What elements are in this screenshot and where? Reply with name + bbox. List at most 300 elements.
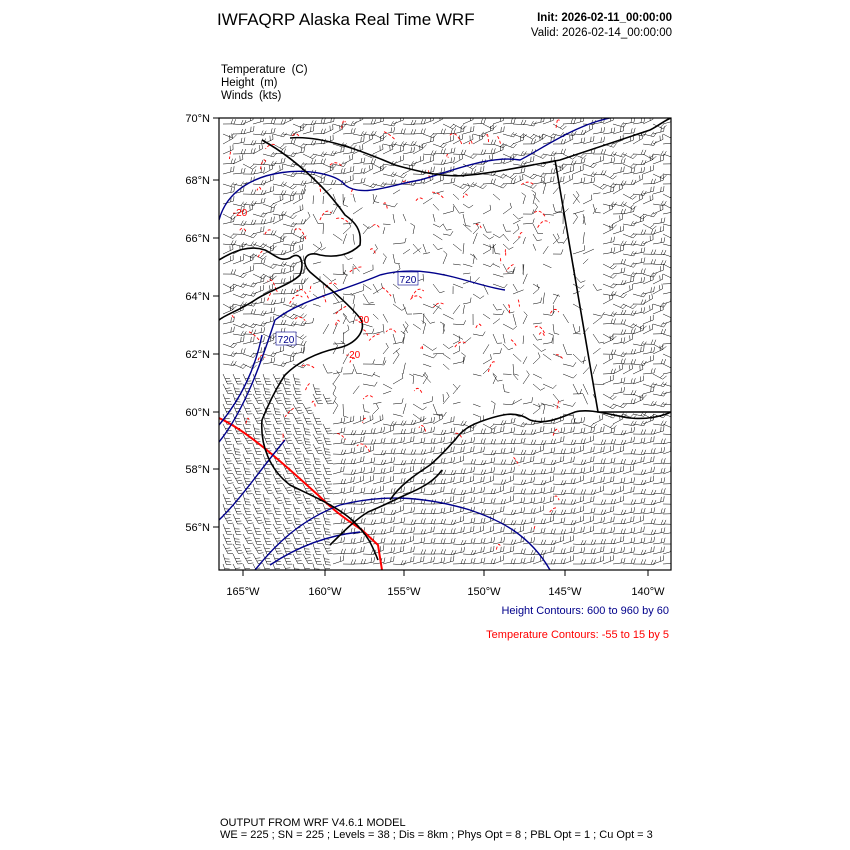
wind-barb — [643, 154, 656, 159]
wind-barb — [353, 136, 364, 144]
wind-barb — [383, 324, 384, 334]
wind-barb — [573, 213, 578, 224]
wind-barb — [223, 394, 232, 404]
wind-barb — [283, 228, 295, 234]
wind-barb — [543, 354, 551, 360]
wind-barb — [643, 383, 657, 388]
wind-barb — [223, 474, 233, 484]
wind-barb — [243, 265, 253, 274]
wind-barb — [483, 263, 494, 267]
wind-barb — [493, 145, 503, 154]
wind-barb — [313, 244, 326, 250]
wind-barb — [493, 194, 500, 200]
wind-barb — [613, 202, 627, 207]
wind-barb — [223, 187, 235, 194]
wind-barb — [523, 371, 529, 384]
wind-barb — [513, 549, 525, 555]
wind-barb — [523, 174, 537, 179]
wind-barb — [563, 527, 575, 534]
wind-barb — [463, 338, 471, 345]
wind-barb — [633, 191, 646, 196]
temperature-contour-segment — [521, 182, 534, 185]
wind-barb — [633, 160, 646, 165]
wind-barb — [333, 479, 346, 484]
wind-barb — [393, 351, 399, 365]
wind-barb — [273, 534, 283, 544]
wind-barb — [323, 364, 332, 373]
wind-barb — [513, 224, 519, 234]
temperature-contour-segment — [476, 324, 482, 328]
wind-barb — [453, 456, 464, 464]
wind-barb — [593, 517, 605, 524]
wind-barb — [663, 116, 674, 124]
wind-barb — [443, 251, 447, 264]
wind-barb — [332, 384, 336, 394]
wind-barb — [603, 274, 617, 279]
wind-barb — [443, 231, 453, 235]
wind-barb — [273, 250, 286, 255]
wind-barb — [253, 544, 263, 554]
wind-barb — [373, 314, 378, 319]
wind-barb — [283, 514, 293, 524]
lon-label: 140°W — [631, 586, 665, 598]
temperature-contour-segment — [514, 457, 520, 466]
wind-barb — [583, 136, 594, 144]
wind-barb — [423, 466, 434, 474]
wind-barb — [333, 499, 346, 504]
wind-barb — [413, 414, 426, 421]
wind-barb — [243, 414, 251, 425]
wind-barb — [273, 394, 283, 404]
wind-barb — [543, 467, 555, 474]
wind-barb — [423, 136, 434, 144]
wind-barb — [483, 179, 496, 184]
wind-barb — [253, 394, 263, 404]
wind-barb — [263, 275, 273, 285]
wind-barb — [583, 496, 594, 504]
wind-barb — [343, 175, 353, 184]
wind-barb — [433, 404, 442, 415]
wind-barb — [543, 516, 554, 524]
wind-barb — [293, 321, 306, 326]
wind-barb — [433, 214, 435, 222]
wind-barb — [453, 184, 467, 189]
wind-barb — [513, 422, 527, 427]
wind-barb — [363, 415, 373, 425]
wind-barb — [503, 400, 515, 405]
wind-barb — [553, 469, 566, 474]
wind-barb — [593, 184, 607, 189]
wind-barb — [293, 494, 303, 504]
wind-barb — [453, 150, 466, 155]
wind-barb — [593, 477, 604, 484]
wind-barb — [663, 479, 676, 484]
wind-barb — [263, 534, 272, 544]
temperature-contour-segment — [337, 434, 345, 440]
wind-barb — [573, 389, 582, 394]
wind-barb — [493, 334, 502, 343]
wind-barb — [643, 212, 657, 217]
wind-barb — [613, 430, 626, 435]
wind-barb — [623, 399, 635, 405]
wind-barb — [343, 440, 356, 445]
wind-barb — [473, 438, 485, 444]
wind-barb — [393, 468, 405, 474]
wind-barb — [383, 224, 391, 225]
wind-barb — [313, 384, 321, 395]
wind-barb — [483, 314, 490, 319]
wind-barb — [303, 564, 312, 574]
wind-barb — [463, 459, 476, 464]
wind-barb — [493, 420, 506, 425]
wind-barb — [513, 151, 526, 156]
wind-barb — [623, 240, 636, 245]
wind-barb — [273, 514, 282, 524]
wind-barb — [233, 230, 246, 235]
wind-barb — [323, 454, 333, 464]
temperature-contour-segment — [290, 295, 303, 303]
wind-barb — [513, 133, 527, 138]
wind-barb — [653, 284, 663, 294]
wind-barb — [373, 144, 383, 154]
wind-barb — [663, 500, 676, 505]
wind-barb — [323, 544, 333, 554]
wind-barb — [533, 374, 542, 378]
wind-barb — [603, 350, 616, 355]
wind-barb — [563, 344, 572, 354]
wind-barb — [223, 327, 234, 334]
wind-barb — [243, 254, 257, 259]
wind-barb — [653, 151, 666, 156]
wind-barb — [443, 354, 450, 359]
wind-barb — [623, 487, 634, 495]
wind-barb — [233, 293, 247, 298]
wind-barb — [603, 237, 615, 244]
wind-barb — [393, 478, 405, 484]
wind-barb — [513, 284, 517, 291]
wind-barb — [623, 263, 637, 268]
wind-barb — [413, 518, 425, 524]
wind-barb — [633, 277, 645, 284]
lat-label: 62°N — [185, 349, 210, 361]
wind-barb — [633, 438, 645, 444]
wind-barb — [603, 548, 615, 554]
wind-barb — [393, 146, 404, 155]
wind-barb — [283, 139, 296, 144]
lat-label: 58°N — [185, 464, 210, 476]
wind-barb — [613, 280, 626, 285]
temperature-contour-segment — [538, 221, 550, 228]
wind-barb — [223, 361, 236, 366]
wind-barb — [553, 436, 564, 444]
wind-barb — [473, 233, 477, 244]
wind-barb — [643, 224, 656, 229]
wind-barb — [653, 344, 666, 350]
wind-barb — [233, 374, 242, 384]
wind-barb — [533, 284, 540, 288]
wind-barb — [643, 315, 653, 324]
wind-barb — [253, 484, 261, 495]
wind-barb — [643, 287, 654, 294]
wind-barb — [443, 178, 455, 184]
wind-barb — [593, 208, 597, 214]
wind-barb — [643, 294, 653, 304]
wind-barb — [443, 206, 454, 214]
wind-barb — [303, 154, 317, 159]
wind-barb — [503, 427, 515, 434]
wind-barb — [353, 234, 354, 245]
wind-barb — [653, 218, 665, 224]
coastline-segment — [219, 248, 302, 320]
wind-barb — [283, 245, 294, 254]
wind-barb — [333, 417, 345, 424]
wind-barb — [233, 504, 242, 514]
wind-barb — [353, 158, 365, 164]
wind-barb — [303, 534, 312, 544]
wind-barb — [653, 402, 667, 407]
wind-barb — [613, 387, 625, 394]
wind-barb — [303, 444, 313, 454]
wind-barb — [593, 414, 603, 424]
wind-barb — [333, 459, 346, 464]
wind-barb — [663, 458, 675, 464]
wind-barb — [493, 546, 504, 554]
wind-barb — [413, 549, 426, 554]
wind-barb — [532, 190, 536, 204]
wind-barb — [263, 564, 272, 574]
wind-barb — [573, 428, 585, 434]
model-info: OUTPUT FROM WRF V4.6.1 MODEL — [220, 817, 406, 829]
wind-barb — [353, 178, 365, 184]
wind-barb — [623, 276, 634, 284]
wind-barb — [613, 209, 626, 214]
wind-barb — [273, 195, 283, 205]
wind-barb — [383, 547, 395, 554]
wind-barb — [423, 274, 424, 281]
wind-barb — [403, 147, 415, 154]
wind-barb — [483, 140, 496, 145]
wind-barb — [223, 454, 233, 464]
wind-barb — [353, 364, 362, 374]
wind-barb — [363, 164, 373, 174]
wind-barb — [493, 486, 504, 495]
wind-barb — [453, 305, 460, 314]
wind-barb — [623, 272, 637, 277]
wind-barb — [543, 311, 555, 315]
wind-barb — [223, 544, 233, 554]
wind-barb — [263, 161, 276, 166]
wind-barb — [303, 140, 316, 145]
wind-barb — [263, 316, 274, 324]
wind-barb — [323, 444, 331, 455]
wind-barb — [293, 434, 303, 444]
wind-barb — [263, 186, 274, 194]
wind-barb — [633, 214, 647, 219]
wind-barb — [463, 305, 465, 314]
wind-barb — [563, 508, 575, 514]
temperature-contour-segment — [335, 306, 346, 314]
wind-barb — [303, 464, 313, 474]
wind-barb — [373, 529, 386, 534]
wind-barb — [603, 247, 615, 254]
wind-barb — [473, 429, 486, 435]
wind-barb — [433, 284, 445, 293]
wind-barb — [243, 504, 252, 515]
wind-barb — [383, 227, 385, 234]
wind-barb — [333, 488, 345, 495]
wind-barb — [633, 346, 644, 354]
wind-barb — [243, 292, 257, 297]
wind-barb — [313, 394, 323, 404]
wind-barb — [593, 193, 600, 194]
wind-barb — [553, 249, 563, 254]
wind-barb — [613, 478, 625, 485]
wind-barb — [443, 488, 455, 494]
wind-barb — [433, 529, 446, 534]
wind-barb — [553, 324, 559, 334]
wind-barb — [663, 430, 676, 435]
temperature-contour-segment — [336, 320, 340, 325]
wind-barb — [463, 214, 471, 226]
wind-barb — [373, 486, 384, 495]
wind-barb — [663, 490, 676, 495]
wind-barb — [663, 253, 677, 258]
wind-barb — [543, 115, 553, 124]
wind-barb — [593, 348, 601, 354]
wind-barb — [593, 458, 605, 464]
wind-barb — [373, 558, 385, 564]
wind-barb — [283, 504, 292, 514]
wind-barb — [543, 133, 557, 138]
wind-barb — [453, 204, 464, 213]
wind-barb — [253, 116, 264, 124]
wind-barb — [363, 457, 375, 464]
height-contour-label — [398, 272, 418, 286]
wind-barb — [293, 244, 303, 254]
wind-barb — [483, 205, 491, 214]
wind-barb — [273, 346, 284, 354]
wind-barb — [313, 262, 321, 264]
wind-barb — [243, 484, 253, 494]
wind-barb — [243, 464, 251, 475]
temperature-contour-segment — [412, 289, 424, 297]
wind-barb — [573, 138, 585, 145]
wind-barb — [553, 294, 560, 296]
wind-barb — [623, 537, 635, 544]
wind-barb — [613, 268, 625, 274]
wind-barb — [663, 400, 676, 405]
wind-barb — [253, 454, 262, 465]
wind-barb — [483, 148, 495, 154]
wind-barb — [613, 446, 624, 454]
wind-barb — [493, 460, 506, 465]
wind-barb — [263, 357, 275, 364]
wind-barb — [243, 404, 252, 414]
wind-barb — [453, 346, 460, 354]
lat-label: 70°N — [185, 113, 210, 125]
wind-barb — [273, 504, 282, 515]
wind-barb — [633, 230, 646, 235]
wind-barb — [403, 507, 415, 514]
wind-barb — [423, 364, 431, 367]
wind-barb — [393, 190, 400, 194]
wind-barb — [433, 353, 444, 354]
lat-label: 56°N — [185, 522, 210, 534]
wind-barb — [263, 474, 271, 485]
wind-barb — [573, 354, 586, 362]
wind-barb — [323, 474, 332, 484]
temperature-contour-segment — [414, 388, 422, 392]
wind-barb — [633, 150, 646, 155]
wind-barb — [233, 514, 243, 524]
wind-barb — [293, 464, 303, 474]
wind-barb — [663, 179, 676, 184]
wind-barb — [663, 287, 675, 294]
wind-barb — [603, 369, 616, 374]
wind-barb — [633, 480, 646, 485]
wind-barb — [413, 404, 427, 410]
wind-barb — [593, 127, 605, 134]
wind-barb — [523, 336, 524, 344]
wind-barb — [283, 434, 293, 444]
field-name: Temperature — [221, 64, 286, 76]
wind-barb — [283, 384, 292, 395]
wind-barb — [403, 141, 416, 146]
wind-barb — [643, 179, 656, 184]
wind-barb — [433, 244, 443, 250]
wind-barb — [353, 208, 363, 214]
height-contour-label — [276, 332, 296, 346]
wind-barb — [303, 504, 313, 514]
wind-barb — [463, 476, 474, 484]
wind-barb — [643, 340, 656, 345]
wind-barb — [643, 275, 653, 284]
wind-barb — [663, 367, 675, 374]
wind-barb — [263, 424, 271, 435]
wind-barb — [603, 394, 616, 400]
wind-barb — [313, 454, 321, 465]
wind-barb — [483, 526, 494, 534]
wind-barb — [263, 152, 277, 157]
wind-barb — [413, 438, 425, 444]
wind-barb — [603, 174, 617, 179]
wind-barb — [493, 319, 500, 324]
wind-barb — [263, 119, 276, 124]
wind-barb — [563, 174, 573, 184]
wind-barb — [663, 354, 677, 359]
wind-barb — [473, 447, 485, 454]
wind-barb — [273, 484, 283, 494]
wind-barb — [393, 337, 404, 344]
wind-barb — [443, 538, 455, 544]
wind-barb — [503, 344, 513, 350]
wind-barb — [413, 479, 426, 484]
wind-barb — [423, 527, 434, 535]
wind-barb — [383, 391, 391, 394]
wind-barb — [603, 555, 613, 564]
temperature-contour-segment — [447, 154, 449, 157]
wind-barb — [573, 292, 580, 295]
wind-barb — [653, 374, 667, 379]
wind-barb — [333, 466, 344, 474]
wind-barb — [283, 241, 296, 246]
wind-barb — [303, 414, 312, 424]
wind-barb — [283, 454, 292, 465]
wind-barb — [233, 336, 244, 344]
wind-barb — [493, 174, 507, 179]
wind-barb — [383, 172, 397, 177]
wind-barb — [623, 364, 633, 374]
